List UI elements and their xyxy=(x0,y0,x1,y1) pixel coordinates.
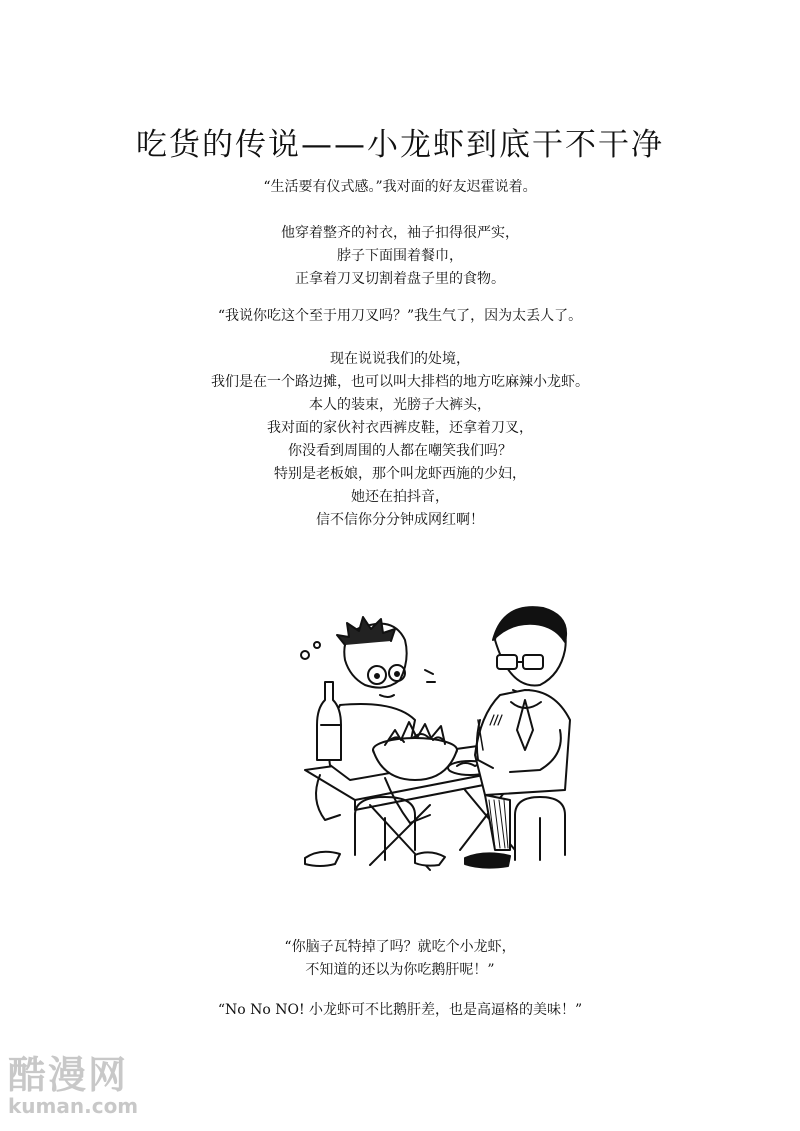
text-line: 信不信你分分钟成网红啊！ xyxy=(316,512,484,528)
text-line: “生活要有仪式感。”我对面的好友迟霍说着。 xyxy=(263,179,537,195)
paragraph-6 xyxy=(0,999,800,1022)
text-line: 你没看到周围的人都在嘲笑我们吗？ xyxy=(288,443,512,459)
text-line: 我们是在一个路边摊，也可以叫大排档的地方吃麻辣小龙虾。 xyxy=(211,374,589,390)
paragraph-3 xyxy=(0,305,800,328)
text-line: 本人的装束，光膀子大裤头， xyxy=(309,397,491,413)
paragraph-5 xyxy=(0,936,800,982)
text-line: 正拿着刀叉切割着盘子里的食物。 xyxy=(295,271,505,287)
text-line: “你脑子瓦特掉了吗？就吃个小龙虾， xyxy=(284,939,516,955)
text-line: 她还在拍抖音， xyxy=(351,489,449,505)
site-watermark xyxy=(8,1055,158,1125)
paragraph-4 xyxy=(0,348,800,532)
chapter-title: 吃货的传说——小龙虾到底干不干净 xyxy=(136,126,664,163)
text-line: 现在说说我们的处境， xyxy=(330,351,470,367)
text-line: “我说你吃这个至于用刀叉吗？”我生气了，因为太丢人了。 xyxy=(217,308,583,324)
paragraph-1 xyxy=(0,176,800,199)
watermark-url: kuman.com xyxy=(8,1094,139,1118)
text-line: “No No NO! 小龙虾可不比鹅肝差，也是高逼格的美味！” xyxy=(217,1002,583,1018)
text-line: 不知道的还以为你吃鹅肝呢！” xyxy=(305,962,495,978)
text-line: 我对面的家伙衬衣西裤皮鞋，还拿着刀叉， xyxy=(267,420,533,436)
crayfish-dinner-illustration xyxy=(285,600,585,885)
watermark-logo: 酷漫网 xyxy=(8,1053,129,1097)
text-line: 特别是老板娘，那个叫龙虾西施的少妇， xyxy=(274,466,526,482)
text-line: 他穿着整齐的衬衣，袖子扣得很严实， xyxy=(281,225,519,241)
paragraph-2 xyxy=(0,222,800,291)
text-line: 脖子下面围着餐巾， xyxy=(337,248,463,264)
